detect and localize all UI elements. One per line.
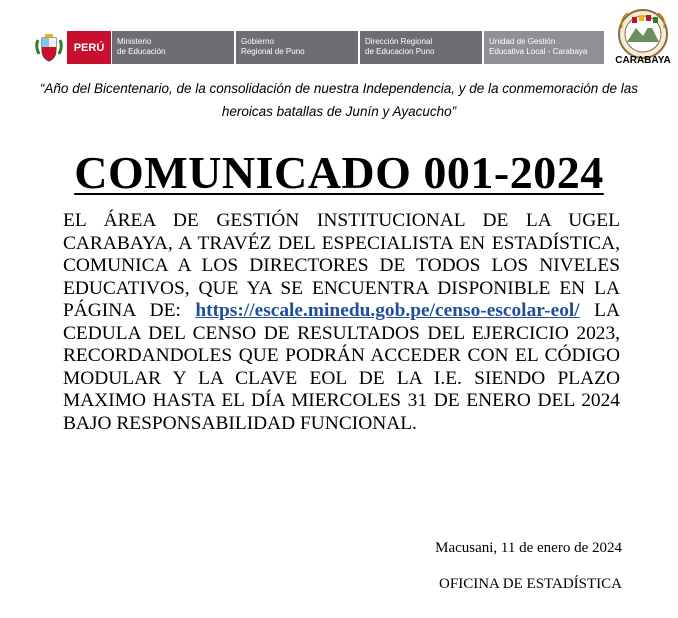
segment-line1: Dirección Regional	[365, 37, 433, 46]
body-before-link: EL ÁREA DE GESTIÓN INSTITUCIONAL DE LA UGEL CARABAYA, A TRAVÉZ DEL ESPECIALISTA EN ESTADÍSTICA, COMUNICA A LOS DIRECTORES DE TODOS LOS NIVELES EDUCATIVOS, QUE YA SE ENCUENTRA DISPONIBLE EN LA PÁGINA DE:	[63, 210, 620, 321]
peru-label: PERÚ	[67, 31, 111, 64]
office-signature: OFICINA DE ESTADÍSTICA	[439, 576, 622, 592]
segment-line2: de Educación	[117, 47, 166, 56]
header-segment-ugel	[484, 31, 604, 64]
segment-line1: Unidad de Gestión	[489, 37, 556, 46]
segment-line1: Ministerio	[117, 37, 152, 46]
header-segment-gobierno	[236, 31, 358, 64]
header-segment-ministerio	[112, 31, 234, 64]
page-title	[0, 146, 678, 199]
census-link[interactable]: https://escale.minedu.gob.pe/censo-escolar-eol/	[195, 300, 580, 321]
title-text: COMUNICADO 001-2024	[74, 147, 604, 198]
segment-line2: Regional de Puno	[241, 47, 305, 56]
ugel-logo-text: CARABAYA	[615, 55, 671, 66]
peru-coat-of-arms-icon	[34, 32, 64, 64]
date-line: Macusani, 11 de enero de 2024	[435, 540, 622, 556]
segment-line2: Educativa Local - Carabaya	[489, 47, 588, 56]
body-after-link: LA CEDULA DEL CENSO DE RESULTADOS DEL EJERCICIO 2023, RECORDANDOLES QUE PODRÁN ACCEDER CON EL CÓDIGO MODULAR Y LA CLAVE EOL DE LA I.E. SIENDO PLAZO MAXIMO HASTA EL DÍA MIERCOLES 31 DE ENERO DEL 2024 BAJO RESPONSABILIDAD FUNCIONAL.	[63, 300, 620, 434]
segment-line1: Gobierno	[241, 37, 274, 46]
year-motto: “Año del Bicentenario, de la consolidación de nuestra Independencia, y de la conmemoración de las heroicas batallas de Junín y Ayacucho”	[39, 81, 639, 119]
header-segment-direccion	[360, 31, 482, 64]
segment-line2: de Educacion Puno	[365, 47, 435, 56]
announcement-body	[63, 210, 620, 435]
